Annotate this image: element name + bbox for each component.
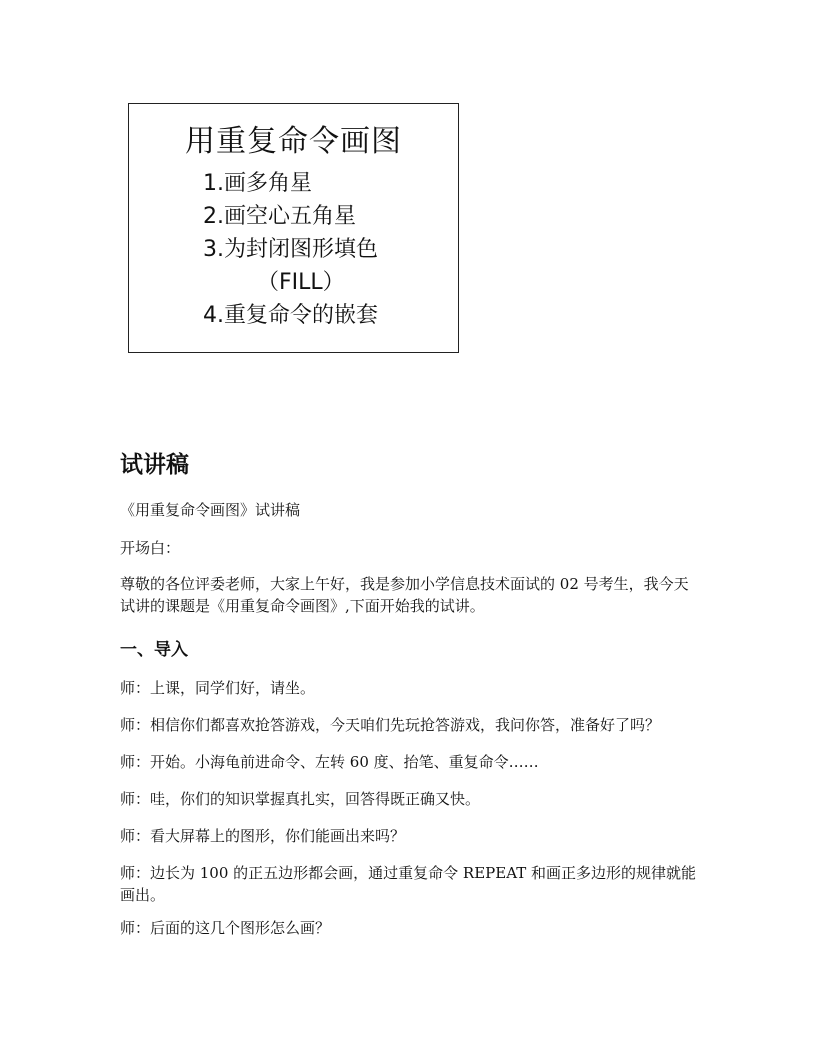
dialogue-line-3: 师：开始。小海龟前进命令、左转 60 度、抬笔、重复命令…… [120,753,539,771]
section-heading: 一、导入 [120,640,188,660]
slide-item-4: 4.重复命令的嵌套 [203,303,378,328]
dialogue-line-2: 师：相信你们都喜欢抢答游戏，今天咱们先玩抢答游戏，我问你答，准备好了吗？ [120,716,661,734]
dialogue-line-4: 师：哇，你们的知识掌握真扎实，回答得既正确又快。 [120,790,481,808]
slide-item-3-note: （FILL） [257,270,345,295]
document-heading: 试讲稿 [120,452,189,478]
opening-paragraph: 尊敬的各位评委老师，大家上午好，我是参加小学信息技术面试的 02 号考生，我今天试讲的课题是《用重复命令画图》,下面开始我的试讲。 [120,575,689,615]
document-title-line: 《用重复命令画图》试讲稿 [120,501,301,519]
slide-preview [128,103,459,353]
slide-item-3: 3.为封闭图形填色 [203,237,378,262]
slide-title: 用重复命令画图 [185,124,402,159]
dialogue-line-5: 师：看大屏幕上的图形，你们能画出来吗？ [120,827,406,845]
slide-item-2: 2.画空心五角星 [203,204,356,229]
dialogue-line-7: 师：后面的这几个图形怎么画？ [120,919,331,937]
dialogue-line-6: 师：边长为 100 的正五边形都会画，通过重复命令 REPEAT 和画正多边形的规律就能画出。 [120,864,697,904]
opening-label: 开场白： [120,539,181,557]
dialogue-line-1: 师：上课，同学们好，请坐。 [120,679,316,697]
slide-item-1: 1.画多角星 [203,171,312,196]
